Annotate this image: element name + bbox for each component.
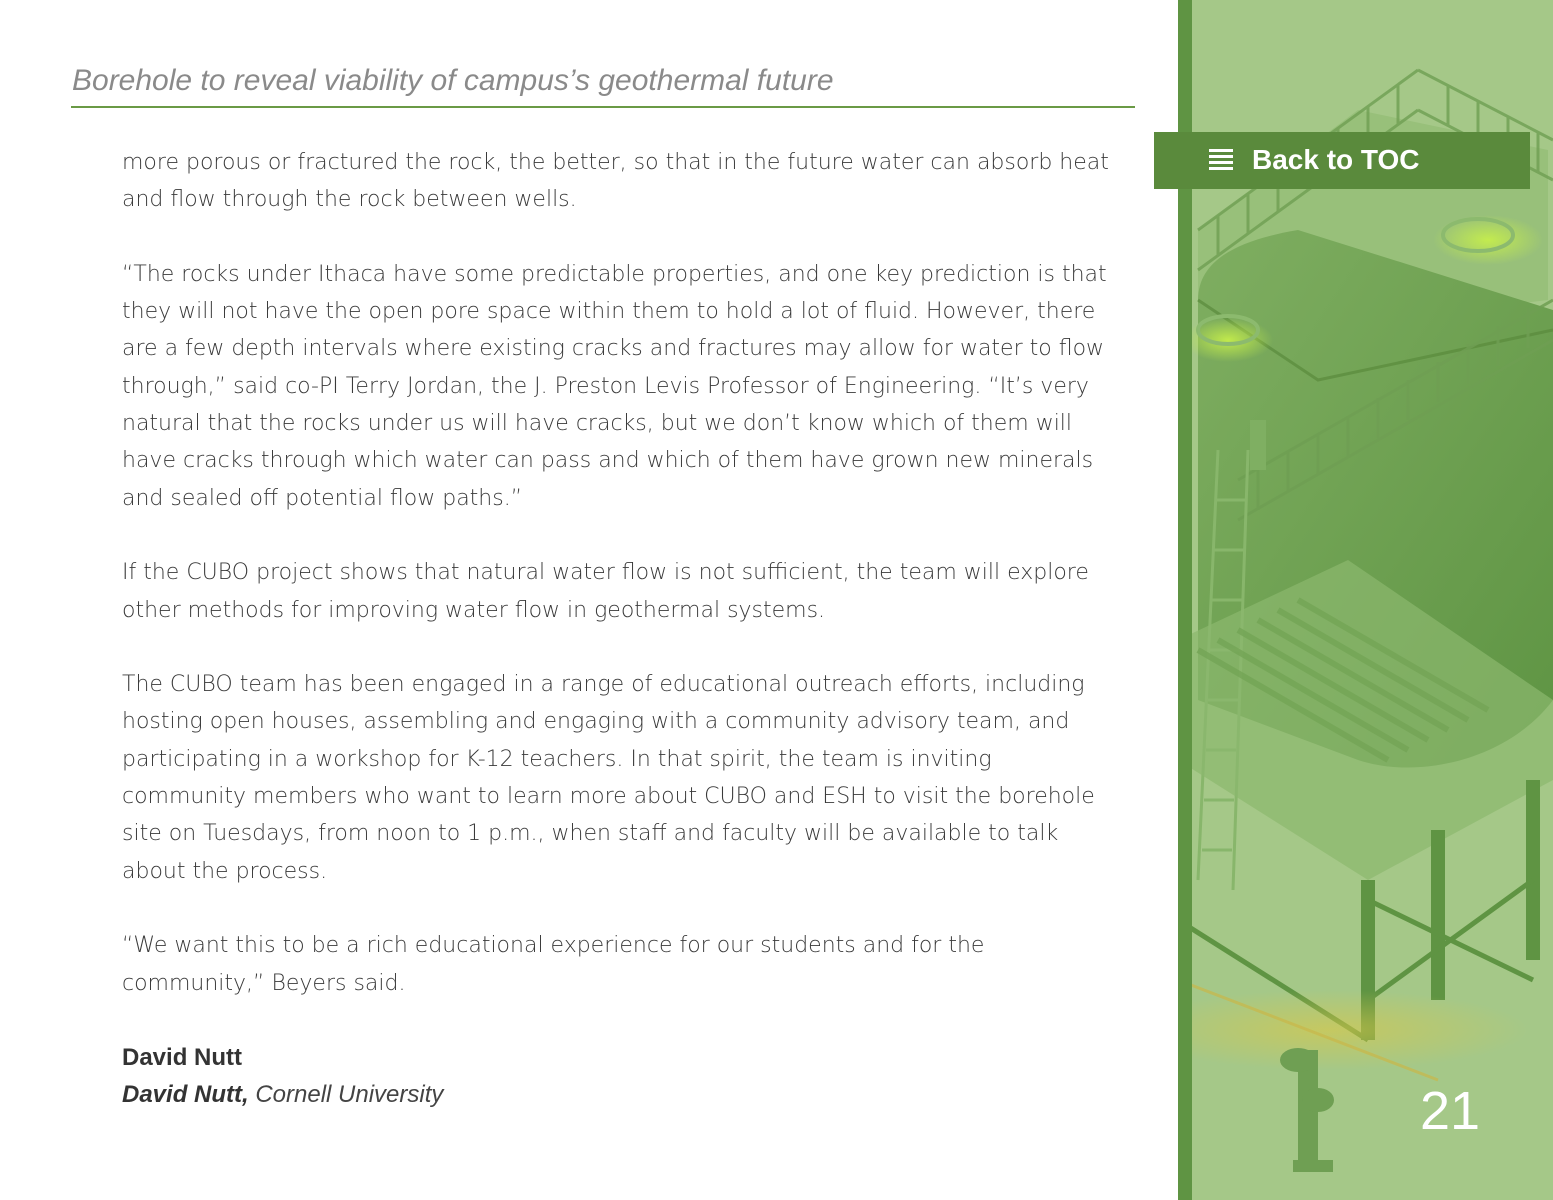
page-title: Borehole to reveal viability of campus’s geothermal future xyxy=(72,64,834,97)
article-paragraph: If the CUBO project shows that natural water flow is not sufficient, the team will explore other methods for improving water flow in geothermal systems. xyxy=(122,560,1089,623)
page-number: 21 xyxy=(1419,1081,1481,1141)
article-paragraph: more porous or fractured the rock, the better, so that in the future water can absorb heat and flow through the rock between wells. xyxy=(122,150,1109,213)
page-header xyxy=(71,62,1135,108)
article-body xyxy=(122,144,1122,1114)
article-paragraph: “We want this to be a rich educational experience for our students and for the community,” Beyers said. xyxy=(122,933,985,996)
byline xyxy=(122,1039,1122,1114)
list-icon xyxy=(1209,149,1233,171)
article-paragraph: The CUBO team has been engaged in a range of educational outreach efforts, including hosting open houses, assembling and engaging with a community advisory team, and participating in a workshop for K-12 teachers. In that spirit, the team is inviting community members who want to learn more about CUBO and ESH to visit the borehole site on Tuesdays, from noon to 1 p.m., when staff and faculty will be available to talk about the process. xyxy=(122,672,1095,884)
back-to-toc-label: Back to TOC xyxy=(1252,144,1420,175)
photo-credit xyxy=(122,1076,1122,1113)
credit-name: David Nutt, xyxy=(122,1081,249,1109)
article-paragraph: “The rocks under Ithaca have some predictable properties, and one key prediction is that they will not have the open pore space within them to hold a lot of fluid. However, there are a few depth intervals where existing cracks and fractures may allow for water to flow through,” said co-PI Terry Jordan, the J. Preston Levis Professor of Engineering. “It’s very natural that the rocks under us will have cracks, but we don’t know which of them will have cracks through which water can pass and which of them have grown new minerals and sealed off potential flow paths.” xyxy=(122,261,1107,511)
credit-organization: Cornell University xyxy=(255,1081,444,1109)
back-to-toc-button[interactable] xyxy=(1154,132,1530,189)
author-name: David Nutt xyxy=(122,1044,242,1072)
